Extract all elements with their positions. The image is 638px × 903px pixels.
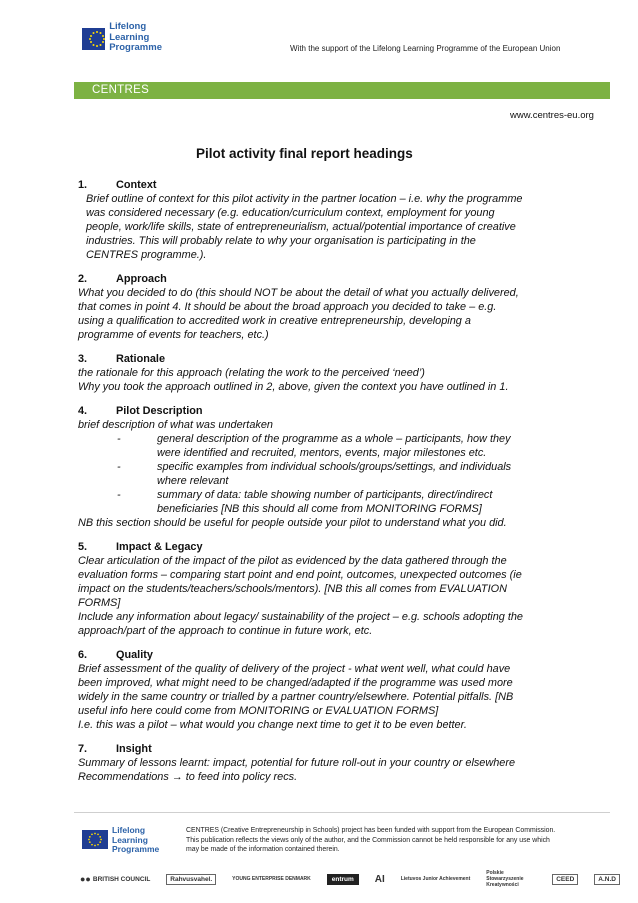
partner-logo-entrum: entrum xyxy=(327,874,359,885)
logo-text: Lifelong Learning Programme xyxy=(109,21,162,53)
partner-logo-polskie: Polskie Stowarzyszenie Kreatywności xyxy=(486,870,524,888)
partner-logo-ceed: CEED xyxy=(552,874,578,885)
page-title: Pilot activity final report headings xyxy=(196,146,413,161)
section-heading-pilot-description: 4. Pilot Description xyxy=(78,405,203,417)
support-statement: With the support of the Lifelong Learning Programme of the European Union xyxy=(290,44,561,53)
section-text-rationale: the rationale for this approach (relating the work to the perceived ‘need’) Why you took the approach outlined in 2, above, given the context you have outlined in 1. xyxy=(78,367,509,393)
section-outro-pilot-description: NB this section should be useful for people outside your pilot to understand what you did. xyxy=(78,517,507,529)
right-arrow-icon: → xyxy=(171,771,183,783)
section-text-quality: Brief assessment of the quality of delivery of the project - what went well, what could have been improved, what might need to be changed/adapted if the programme was used more widely in the same country or trialled by a partner country/elsewhere. Potential pitfalls. [NB useful info here could come from MONITORING or EVALUATION FORMS] I.e. this was a pilot – what would you change next time to get it to be even better. xyxy=(78,663,514,731)
section-text-insight: Summary of lessons learnt: impact, potential for future roll-out in your country or elsewhere Recommendations → to feed into policy recs. xyxy=(78,756,568,784)
list-item: - general description of the programme as a whole – participants, how they were identified and recruited, mentors, events, major milestones etc. xyxy=(117,433,511,459)
lifelong-learning-logo xyxy=(82,22,162,60)
footer-lifelong-learning-logo xyxy=(82,826,172,860)
footer-divider xyxy=(74,812,610,813)
report-body xyxy=(78,178,568,784)
funding-disclaimer: CENTRES (Creative Entrepreneurship in Schools) project has been funded with support from the European Commission. This publication reflects the views only of the author, and the Commission cannot be held responsible for any use which may be made of the information contained therein. xyxy=(186,827,556,853)
section-intro-pilot-description: brief description of what was undertaken xyxy=(78,419,273,431)
list-item: - specific examples from individual schools/groups/settings, and individuals where relevant xyxy=(117,461,512,487)
section-text-impact-legacy: Clear articulation of the impact of the pilot as evidenced by the data gathered through the evaluation forms – comparing start point and end point, outcomes, unexpected outcomes (ie impact on the students/teachers/schools/mentors). [NB this all comes from EVALUATION FORMS] Include any information about legacy/ sustainability of the project – e.g. schools adopting the approach/part of the approach to continue in future work, etc. xyxy=(78,555,523,637)
band-label: CENTRES xyxy=(92,84,150,96)
partner-logo-british-council: ●● BRITISH COUNCIL xyxy=(80,874,151,884)
website-link[interactable]: www.centres-eu.org xyxy=(510,110,594,121)
section-heading-quality: 6. Quality xyxy=(78,649,153,661)
partner-logo-and: A.N.D xyxy=(594,874,620,885)
section-heading-approach: 2. Approach xyxy=(78,273,167,285)
section-heading-impact-legacy: 5. Impact & Legacy xyxy=(78,541,203,553)
centres-band xyxy=(74,82,610,99)
section-text-approach: What you decided to do (this should NOT be about the detail of what you actually delivered, that comes in point 4. It should be about the broad approach you decided to take – e.g. using a qualification to accredited work in creative entrepreneurship, developing a programme of events for teachers, etc.) xyxy=(78,287,519,341)
eu-flag-icon xyxy=(82,28,105,50)
section-heading-insight: 7. Insight xyxy=(78,743,152,755)
section-heading-context: 1. Context xyxy=(78,179,157,191)
section-text-context: Brief outline of context for this pilot activity in the partner location – i.e. why the programme was considered necessary (e.g. education/curriculum context, employment for young people, work/life skills, state of entrepreneurialism, actual/potential importance of creative industries. This will probably relate to why your organisation is participating in the CENTRES programme.). xyxy=(86,193,523,261)
partner-logos xyxy=(80,868,620,890)
eu-flag-icon xyxy=(82,830,108,849)
partner-logo-rahvusvahel: Rahvusvahel. xyxy=(166,874,216,885)
partner-logo-ai: AI xyxy=(374,873,385,885)
partner-logo-junior-achievement: Lietuvos Junior Achievement xyxy=(400,876,471,882)
section-heading-rationale: 3. Rationale xyxy=(78,353,166,365)
partner-logo-young-enterprise-denmark: YOUNG ENTERPRISE DENMARK xyxy=(232,876,311,882)
recommendations-line: Recommendations → to feed into policy recs. xyxy=(78,771,298,783)
footer-logo-text: Lifelong Learning Programme xyxy=(112,825,160,854)
list-item: - summary of data: table showing number of participants, direct/indirect beneficiaries [NB this should all come from MONITORING FORMS] xyxy=(117,489,493,515)
